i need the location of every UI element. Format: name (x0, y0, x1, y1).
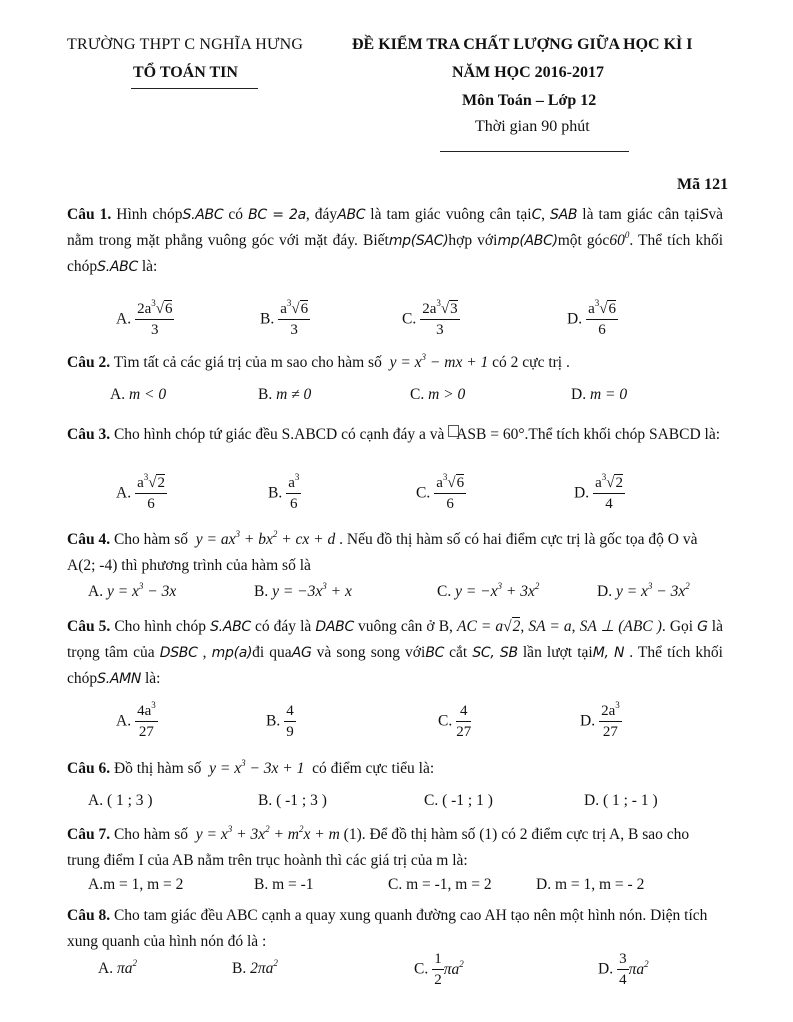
answer-option[interactable]: B. $\frac{4}{9}$ (266, 703, 294, 740)
divider (440, 151, 629, 152)
answer-option[interactable]: C. $\frac{a^3√6}{6}$ (416, 472, 465, 512)
answer-option[interactable]: D. $\frac{3}{4}$ $\pi a^2$ (598, 951, 649, 988)
question-8 (67, 903, 723, 955)
question-label: Câu 3. (67, 426, 111, 443)
question-2: Câu 2. Tìm tất cả các giá trị của m sao cho hàm số $y = x^3$ − mx + 1 có 2 cực trị . (67, 352, 570, 371)
subject: Môn Toán – Lớp 12 (462, 92, 597, 109)
question-label: Câu 7. (67, 826, 111, 843)
question-text: Cho tam giác đều ABC cạnh a quay xung quanh đường cao AH tạo nên một hình nón. (113, 907, 647, 924)
question-text: Tìm tất cả các giá trị của m sao cho hàm số (113, 354, 382, 371)
question-6: Câu 6. Đồ thị hàm số $y = x^3 - 3x + 1$ có điểm cực tiểu là: (67, 758, 435, 777)
answer-option[interactable]: A. ( 1 ; 3 ) (88, 792, 153, 809)
answer-option[interactable]: B. $\frac{a^3√6}{3}$ (260, 298, 309, 338)
answer-option[interactable]: C. m = -1, m = 2 (388, 876, 492, 893)
school-name: TRƯỜNG THPT C NGHĨA HƯNG (67, 36, 304, 53)
answer-option[interactable]: D. $\frac{a^3√2}{4}$ (574, 472, 623, 512)
answer-option[interactable]: C. $y = -x^3 + 3x^2$ (437, 581, 540, 600)
answer-option[interactable]: B. m = -1 (254, 876, 314, 893)
question-text: có 2 cực trị . (492, 354, 570, 371)
answer-option[interactable]: D. $\frac{2a^3}{27}$ (580, 700, 620, 740)
exam-title: ĐỀ KIỂM TRA CHẤT LƯỢNG GIỮA HỌC KÌ I (352, 36, 693, 53)
question-3: Câu 3. Cho hình chóp tứ giác đều S.ABCD có cạnh đáy a và ASB = 60°.Thể tích khối chóp SABCD là: (67, 426, 721, 443)
question-label: Câu 8. (67, 907, 111, 924)
question-7: Câu 7. Cho hàm số $y = x^3 + 3x^2 + m^2x + m$ (1). Để đồ thị hàm số (1) có 2 điểm cực trị A, B sao cho trung điểm I của AB nằm trên trục hoành thì các giá trị của m là: (67, 824, 690, 869)
question-text: sao cho trung điểm I của AB nằm trên trục hoành thì các giá trị của m là: (67, 826, 690, 869)
answer-option[interactable]: A. $\frac{2a^3√6}{3}$ (116, 298, 173, 338)
answer-option[interactable]: D. ( 1 ; - 1 ) (584, 792, 658, 809)
question-label: Câu 2. (67, 354, 111, 371)
answer-option[interactable]: B. m ≠ 0 (258, 386, 312, 403)
answer-option[interactable]: A. $\frac{4a^3}{27}$ (116, 700, 156, 740)
answer-option[interactable]: C. $\frac{4}{27}$ (438, 703, 472, 740)
department-name: TỔ TOÁN TIN (133, 64, 238, 81)
answer-option[interactable]: A. $\frac{a^3√2}{6}$ (116, 472, 165, 512)
answer-option[interactable]: B. $y = -3x^3 + x$ (254, 581, 352, 600)
divider (131, 88, 258, 89)
answer-option[interactable]: D. $y = x^3 - 3x^2$ (597, 581, 690, 600)
question-label: Câu 1. (67, 206, 112, 223)
exam-code: Mã 121 (677, 176, 729, 193)
question-1: Câu 1. Hình chópS.ABC có BC = 2a, đáyABC là tam giác vuông cân tạiC, SAB là tam giác cân tạiSvà nằm trong mặt phẳng vuông góc với mặt đáy. Biếtmp(SAC)hợp vớimp(ABC)một $góc60^0$. Thể tích khối chópS.ABC là: (67, 206, 724, 275)
question-label: Câu 6. (67, 760, 111, 777)
question-5: Câu 5. Cho hình chóp S.ABC có đáy là DABC vuông cân ở B, AC = a√2, SA = a, SA ⊥ (ABC ). Gọi G là trọng tâm của DSBC , mp(a)đi quaAG và song song vớiBC cắt SC, SB lần lượt tạiM, N . Thể tích khối chópS.AMN là: (67, 618, 723, 687)
answer-option[interactable]: D. m = 1, m = - 2 (536, 876, 645, 893)
answer-option[interactable]: C. $\frac{1}{2}$ $\pi a^2$ (414, 951, 464, 988)
answer-option[interactable]: D. m = 0 (571, 386, 628, 403)
answer-option[interactable]: A.m = 1, m = 2 (88, 876, 184, 893)
answer-option[interactable]: B. $2\pi a^2$ (232, 958, 278, 977)
answer-option[interactable]: C. $\frac{2a^3√3}{3}$ (402, 298, 458, 338)
answer-option[interactable]: B. $\frac{a^3}{6}$ (268, 472, 300, 512)
question-text: có điểm cực tiểu là: (312, 760, 435, 777)
question-text: Diện tích xung quanh của hình nón đó là : (67, 907, 708, 950)
answer-option[interactable]: C. ( -1 ; 1 ) (424, 792, 493, 809)
answer-option[interactable]: D. $\frac{a^3√6}{6}$ (567, 298, 616, 338)
answer-option[interactable]: A. m < 0 (110, 386, 167, 403)
question-text: Đồ thị hàm số (113, 760, 202, 777)
answer-option[interactable]: C. m > 0 (410, 386, 466, 403)
answer-option[interactable]: B. ( -1 ; 3 ) (258, 792, 327, 809)
question-label: Câu 4. (67, 531, 111, 548)
answer-option[interactable]: A. $\pi a^2$ (98, 958, 137, 977)
exam-duration: Thời gian 90 phút (475, 118, 590, 135)
school-year: NĂM HỌC 2016-2017 (452, 64, 604, 81)
question-4: Câu 4. Cho hàm số $y = ax^3 + bx^2$ + cx + d . Nếu đồ thị hàm số có hai điểm cực trị là gốc tọa độ O và A(2; -4) thì phương trình của hàm số là (67, 529, 698, 574)
answer-option[interactable]: A. $y = x^3 - 3x$ (88, 581, 177, 600)
question-label: Câu 5. (67, 618, 111, 635)
